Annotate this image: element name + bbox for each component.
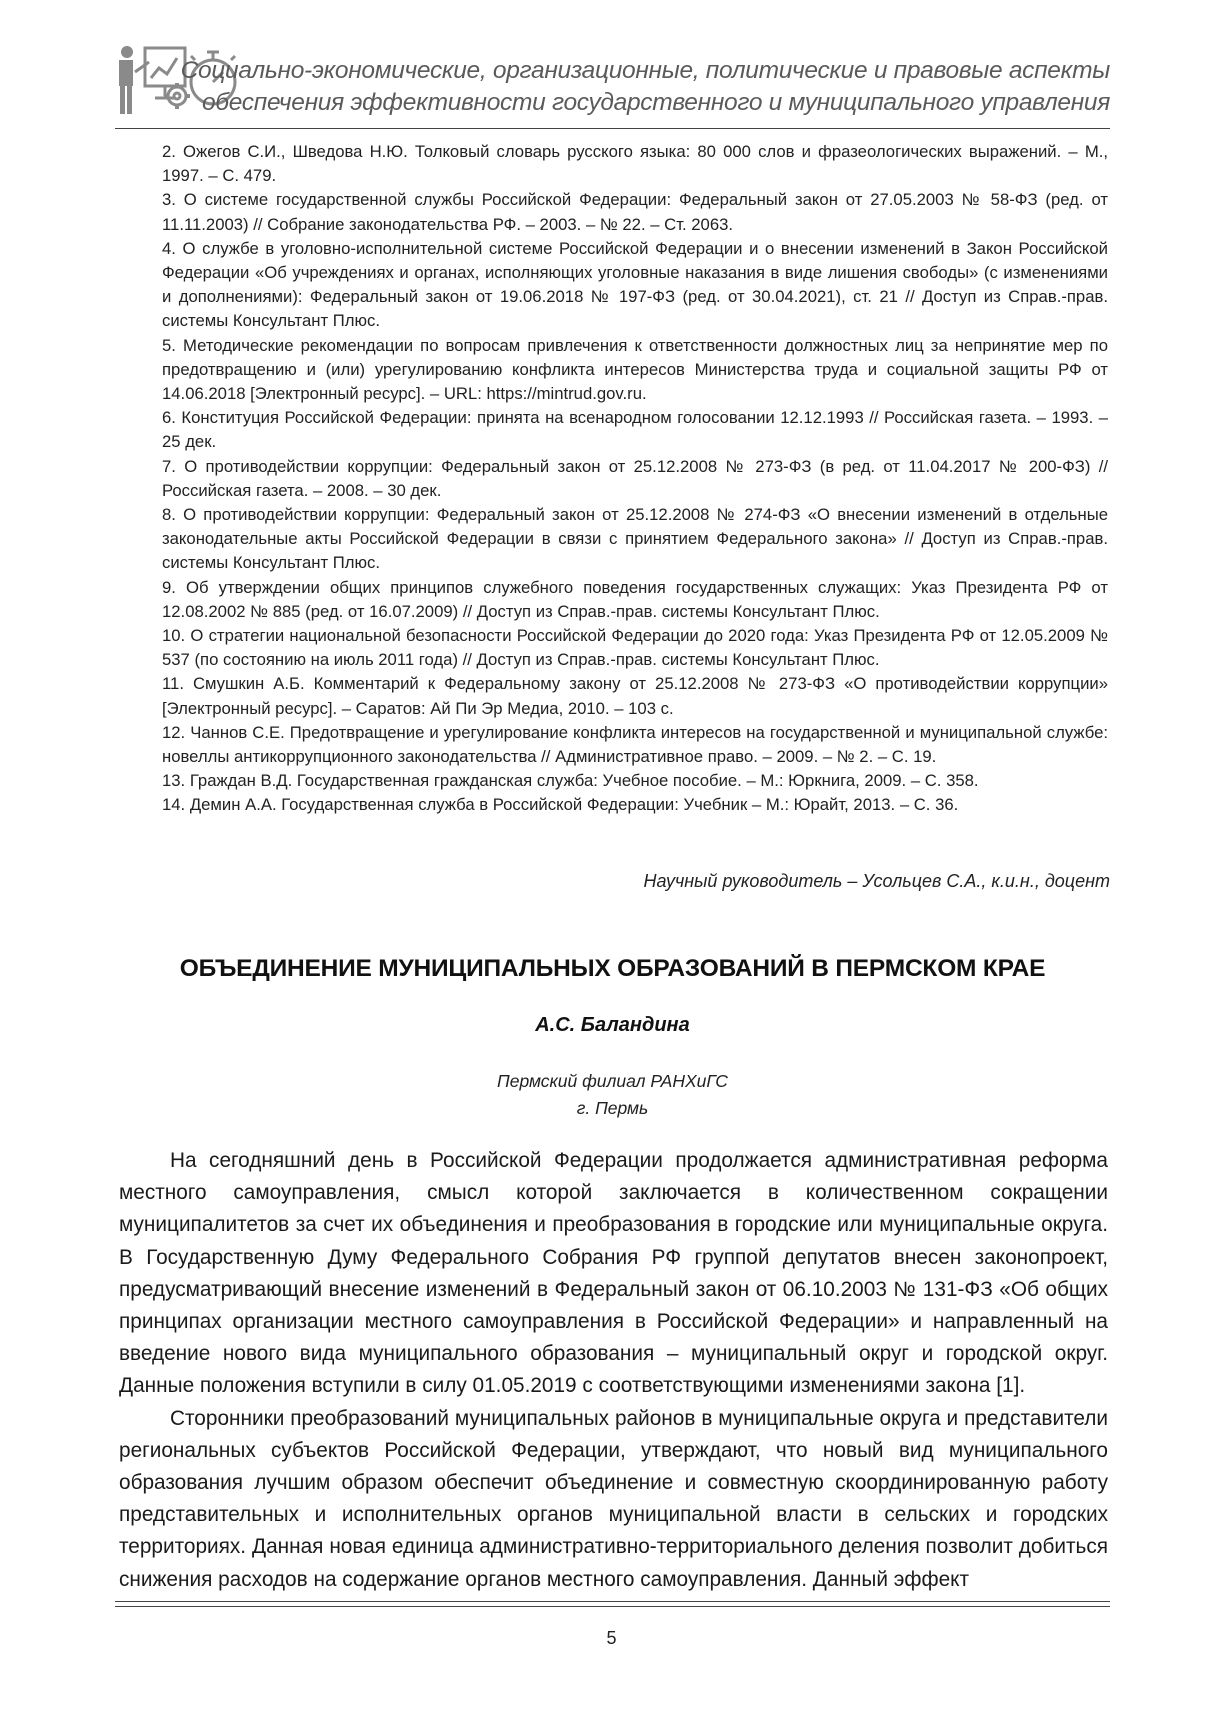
reference-item: 9. Об утверждении общих принципов служебного поведения государственных служащих: Указ Президента РФ от 12.08.2002 № 885 (ред. от 16.07.2009) // Доступ из Справ.-прав. системы Консультант Плюс.: [162, 577, 1108, 621]
journal-title-line-2: обеспечения эффективности государственного и муниципального управления: [201, 89, 1110, 116]
reference-item: 2. Ожегов С.И., Шведова Н.Ю. Толковый словарь русского языка: 80 000 слов и фразеологических выражений. – М., 1997. – С. 479.: [162, 142, 1108, 186]
author-affiliation: [115, 1068, 1110, 1122]
reference-list: [162, 140, 1108, 818]
article-body: [119, 1145, 1108, 1596]
reference-item: 3. О системе государственной службы Российской Федерации: Федеральный закон от 27.05.2003 № 58-ФЗ (ред. от 11.11.2003) // Собрание законодательства РФ. – 2003. – № 22. – Ст. 2063.: [162, 190, 1108, 234]
reference-item: 13. Граждан В.Д. Государственная гражданская служба: Учебное пособие. – М.: Юркнига, 2009. – С. 358.: [162, 771, 979, 791]
affiliation-organization: Пермский филиал РАНХиГС: [497, 1071, 728, 1091]
article-title: ОБЪЕДИНЕНИЕ МУНИЦИПАЛЬНЫХ ОБРАЗОВАНИЙ В ПЕРМСКОМ КРАЕ: [179, 955, 1046, 982]
reference-item: 7. О противодействии коррупции: Федеральный закон от 25.12.2008 № 273-ФЗ (в ред. от 11.04.2017 № 200-ФЗ) // Российская газета. – 2008. – 30 дек.: [162, 456, 1108, 500]
reference-item: 8. О противодействии коррупции: Федеральный закон от 25.12.2008 № 274-ФЗ «О внесении изменений в отдельные законодательные акты Российской Федерации в связи с принятием Федерального закона» // Доступ из Справ.-прав. системы Консультант Плюс.: [162, 505, 1108, 573]
reference-item: 6. Конституция Российской Федерации: принята на всенародном голосовании 12.12.1993 // Российская газета. – 1993. – 25 дек.: [162, 408, 1108, 452]
reference-item: 5. Методические рекомендации по вопросам привлечения к ответственности должностных лиц за непринятие мер по предотвращению и (или) урегулированию конфликта интересов Министерства труда и социальной защиты РФ от 14.06.2018 [Электронный ресурс]. – URL: https://mintrud.gov.ru.: [162, 335, 1108, 404]
article-author: А.С. Баландина: [535, 1014, 690, 1036]
reference-item: 12. Чаннов С.Е. Предотвращение и урегулирование конфликта интересов на государственной и муниципальной службе: новеллы антикоррупционного законодательства // Административное право. – 2009. – № 2. – С. 19.: [162, 722, 1108, 767]
reference-item: 10. О стратегии национальной безопасности Российской Федерации до 2020 года: Указ Президента РФ от 12.05.2009 № 537 (по состоянию на июль 2011 года) // Доступ из Справ.-прав. системы Консультант Плюс.: [162, 626, 1108, 670]
body-paragraph: Сторонники преобразований муниципальных районов в муниципальные округа и представители региональных субъектов Российской Федерации, утверждают, что новый вид муниципального образования лучшим образом обеспечит объединение и совместную скоординированную работу представительных и исполнительных органов муниципальной власти в сельских и городских территориях. Данная новая единица административно-территориального деления позволит добиться снижения расходов на содержание органов местного самоуправления. Данный эффект: [119, 1406, 1108, 1591]
header-rule: [115, 128, 1110, 129]
running-header: [115, 42, 1110, 122]
journal-title: [181, 55, 1110, 119]
supervisor-note: Научный руководитель – Усольцев С.А., к.и.н., доцент: [643, 871, 1110, 891]
reference-item: 14. Демин А.А. Государственная служба в Российской Федерации: Учебник – М.: Юрайт, 2013. – С. 36.: [162, 795, 959, 815]
reference-item: 11. Смушкин А.Б. Комментарий к Федеральному закону от 25.12.2008 № 273-ФЗ «О противодействии коррупции» [Электронный ресурс]. – Саратов: Ай Пи Эр Медиа, 2010. – 103 с.: [162, 674, 1108, 718]
reference-item: 4. О службе в уголовно-исполнительной системе Российской Федерации и о внесении изменений в Закон Российской Федерации «Об учреждениях и органах, исполняющих уголовные наказания в виде лишения свободы» (с изменениями и дополнениями): Федеральный закон от 19.06.2018 № 197-ФЗ (ред. от 30.04.2021), ст. 21 // Доступ из Справ.-прав. системы Консультант Плюс.: [162, 238, 1108, 331]
footer-rule: [115, 1606, 1110, 1607]
footer-rule: [115, 1601, 1110, 1602]
body-paragraph: На сегодняшний день в Российской Федерации продолжается административная реформа местного самоуправления, смысл которой заключается в количественном сокращении муниципалитетов за счет их объединения и преобразования в городские или муниципальные округа. В Государственную Думу Федерального Собрания РФ группой депутатов внесен законопроект, предусматривающий внесение изменений в Федеральный закон от 06.10.2003 № 131-ФЗ «Об общих принципах организации местного самоуправления в Российской Федерации» и направленный на введение нового вида муниципального образования – муниципальный округ и городской округ. Данные положения вступили в силу 01.05.2019 с соответствующими изменениями закона [1].: [119, 1149, 1108, 1398]
journal-title-line-1: Социально-экономические, организационные, политические и правовые аспекты: [180, 57, 1110, 84]
affiliation-city: г. Пермь: [576, 1098, 649, 1118]
page-number: 5: [606, 1628, 617, 1648]
